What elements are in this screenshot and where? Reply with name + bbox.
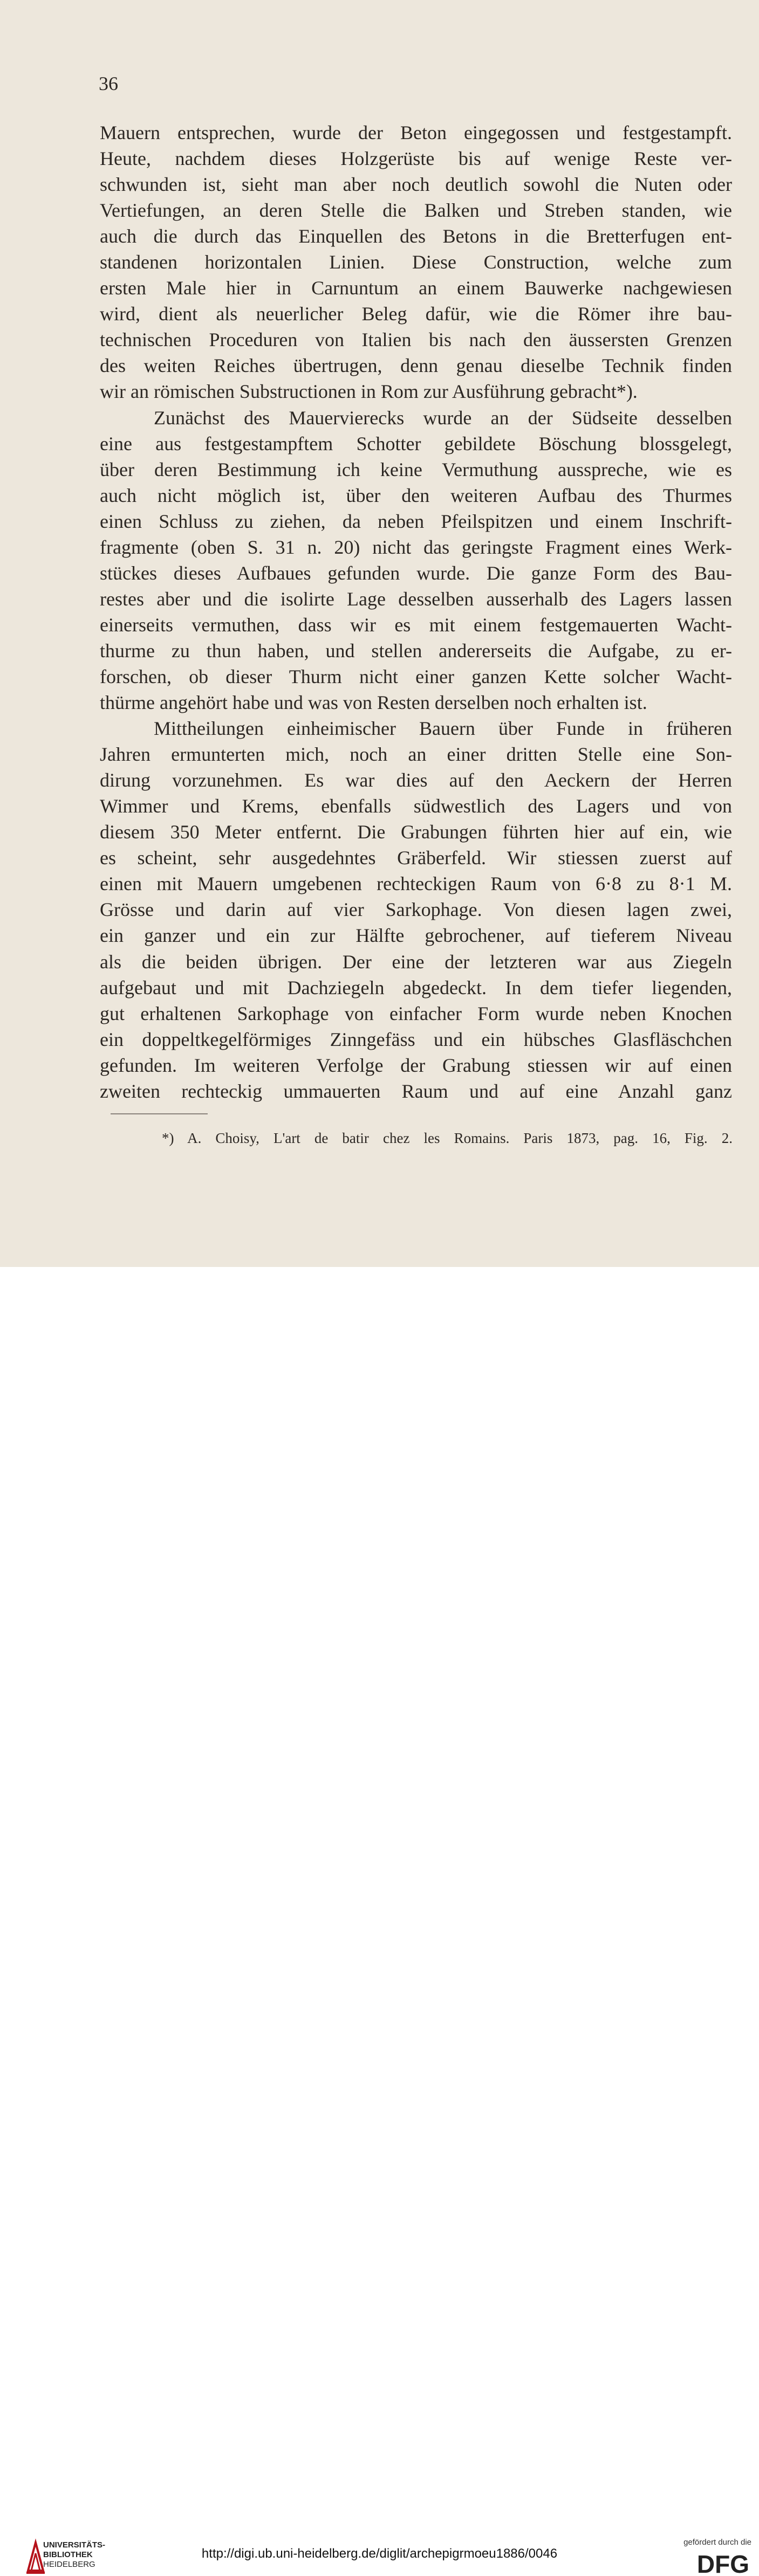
text-line: gut erhaltenen Sarkophage von einfacher Form wurde neben Knochen: [100, 1002, 732, 1024]
text-line: einen Schluss zu ziehen, da neben Pfeilspitzen und einem Inschrift-: [100, 510, 732, 532]
text-line: aufgebaut und mit Dachziegeln abgedeckt. In dem tiefer liegenden,: [100, 976, 732, 998]
text-line: fragmente (oben S. 31 n. 20) nicht das geringste Fragment eines Werk-: [100, 536, 732, 558]
text-line: ersten Male hier in Carnuntum an einem Bauwerke nachgewiesen: [100, 277, 732, 299]
text-line: auch die durch das Einquellen des Betons in die Bretterfugen ent-: [100, 225, 732, 247]
text-line: auch nicht möglich ist, über den weiteren Aufbau des Thurmes: [100, 484, 732, 506]
text-line: dirung vorzunehmen. Es war dies auf den Aeckern der Herren: [100, 769, 732, 791]
text-line: einen mit Mauern umgebenen rechteckigen Raum von 6·8 zu 8·1 M.: [100, 873, 732, 895]
text-line: Wimmer und Krems, ebenfalls südwestlich des Lagers und von: [100, 795, 732, 817]
text-line: wir an römischen Substructionen in Rom zur Ausführung gebracht*).: [100, 381, 638, 403]
text-line: ein ganzer und ein zur Hälfte gebrochener, auf tieferem Niveau: [100, 925, 732, 947]
text-line: diesem 350 Meter entfernt. Die Grabungen führten hier auf ein, wie: [100, 821, 732, 843]
footnote-rule: [111, 1113, 208, 1114]
text-line: Heute, nachdem dieses Holzgerüste bis auf wenige Reste ver-: [100, 148, 732, 170]
text-line: standenen horizontalen Linien. Diese Construction, welche zum: [100, 251, 732, 273]
text-line: eine aus festgestampftem Schotter gebildete Böschung blossgelegt,: [100, 432, 732, 454]
text-line: Zunächst des Mauervierecks wurde an der Südseite desselben: [154, 407, 732, 429]
text-line: einerseits vermuthen, dass wir es mit einem festgemauerten Wacht-: [100, 614, 732, 636]
text-line: restes aber und die isolirte Lage desselben ausserhalb des Lagers lassen: [100, 588, 732, 610]
text-line: Grösse und darin auf vier Sarkophage. Von diesen lagen zwei,: [100, 899, 732, 921]
dfg-logo-icon: [675, 2550, 750, 2575]
text-line: des weiten Reiches übertrugen, denn genau dieselbe Technik finden: [100, 355, 732, 377]
text-line: schwunden ist, sieht man aber noch deutlich sowohl die Nuten oder: [100, 174, 732, 196]
text-line: forschen, ob dieser Thurm nicht einer ganzen Kette solcher Wacht-: [100, 665, 732, 687]
text-line: als die beiden übrigen. Der eine der letzteren war aus Ziegeln: [100, 950, 732, 973]
permalink-url[interactable]: http://digi.ub.uni-heidelberg.de/diglit/archepigrmoeu1886/0046: [201, 2546, 558, 2561]
institution-line: UNIVERSITÄTS-: [43, 2540, 106, 2550]
body-text: [100, 120, 732, 1104]
text-line: Mauern entsprechen, wurde der Beton eingegossen und festgestampft.: [100, 122, 732, 143]
text-line: Mittheilungen einheimischer Bauern über Funde in früheren: [154, 718, 732, 740]
text-line: über deren Bestimmung ich keine Vermuthung ausspreche, wie es: [100, 458, 732, 480]
text-line: zweiten rechteckig ummauerten Raum und auf eine Anzahl ganz: [100, 1080, 732, 1102]
text-line: es scheint, sehr ausgedehntes Gräberfeld. Wir stiessen zuerst auf: [100, 847, 732, 869]
text-line: stückes dieses Aufbaues gefunden wurde. Die ganze Form des Bau-: [100, 562, 732, 584]
dfg-logo-text: DFG: [696, 2550, 749, 2575]
text-line: Vertiefungen, an deren Stelle die Balken und Streben standen, wie: [100, 199, 732, 222]
scanned-page: [0, 0, 759, 1267]
funded-by-label: gefördert durch die: [683, 2538, 751, 2547]
viewer-footer: [0, 1267, 759, 2575]
institution-line: HEIDELBERG: [43, 2560, 95, 2569]
text-line: thurme zu thun haben, und stellen andererseits die Aufgabe, zu er-: [100, 639, 732, 662]
page-number: 36: [99, 73, 118, 94]
text-line: gefunden. Im weiteren Verfolge der Grabung stiessen wir auf einen: [100, 1054, 732, 1076]
footnote: *) A. Choisy, L'art de batir chez les Romains. Paris 1873, pag. 16, Fig. 2.: [162, 1130, 733, 1146]
text-line: wird, dient als neuerlicher Beleg dafür, wie die Römer ihre bau-: [100, 303, 732, 325]
text-line: Jahren ermunterten mich, noch an einer dritten Stelle eine Son-: [100, 743, 732, 766]
text-line: thürme angehört habe und was von Resten derselben noch erhalten ist.: [100, 692, 647, 714]
institution-line: BIBLIOTHEK: [43, 2550, 93, 2559]
text-line: ein doppeltkegelförmiges Zinngefäss und ein hübsches Glasfläschchen: [100, 1028, 732, 1050]
text-line: technischen Proceduren von Italien bis nach den äussersten Grenzen: [100, 329, 732, 351]
